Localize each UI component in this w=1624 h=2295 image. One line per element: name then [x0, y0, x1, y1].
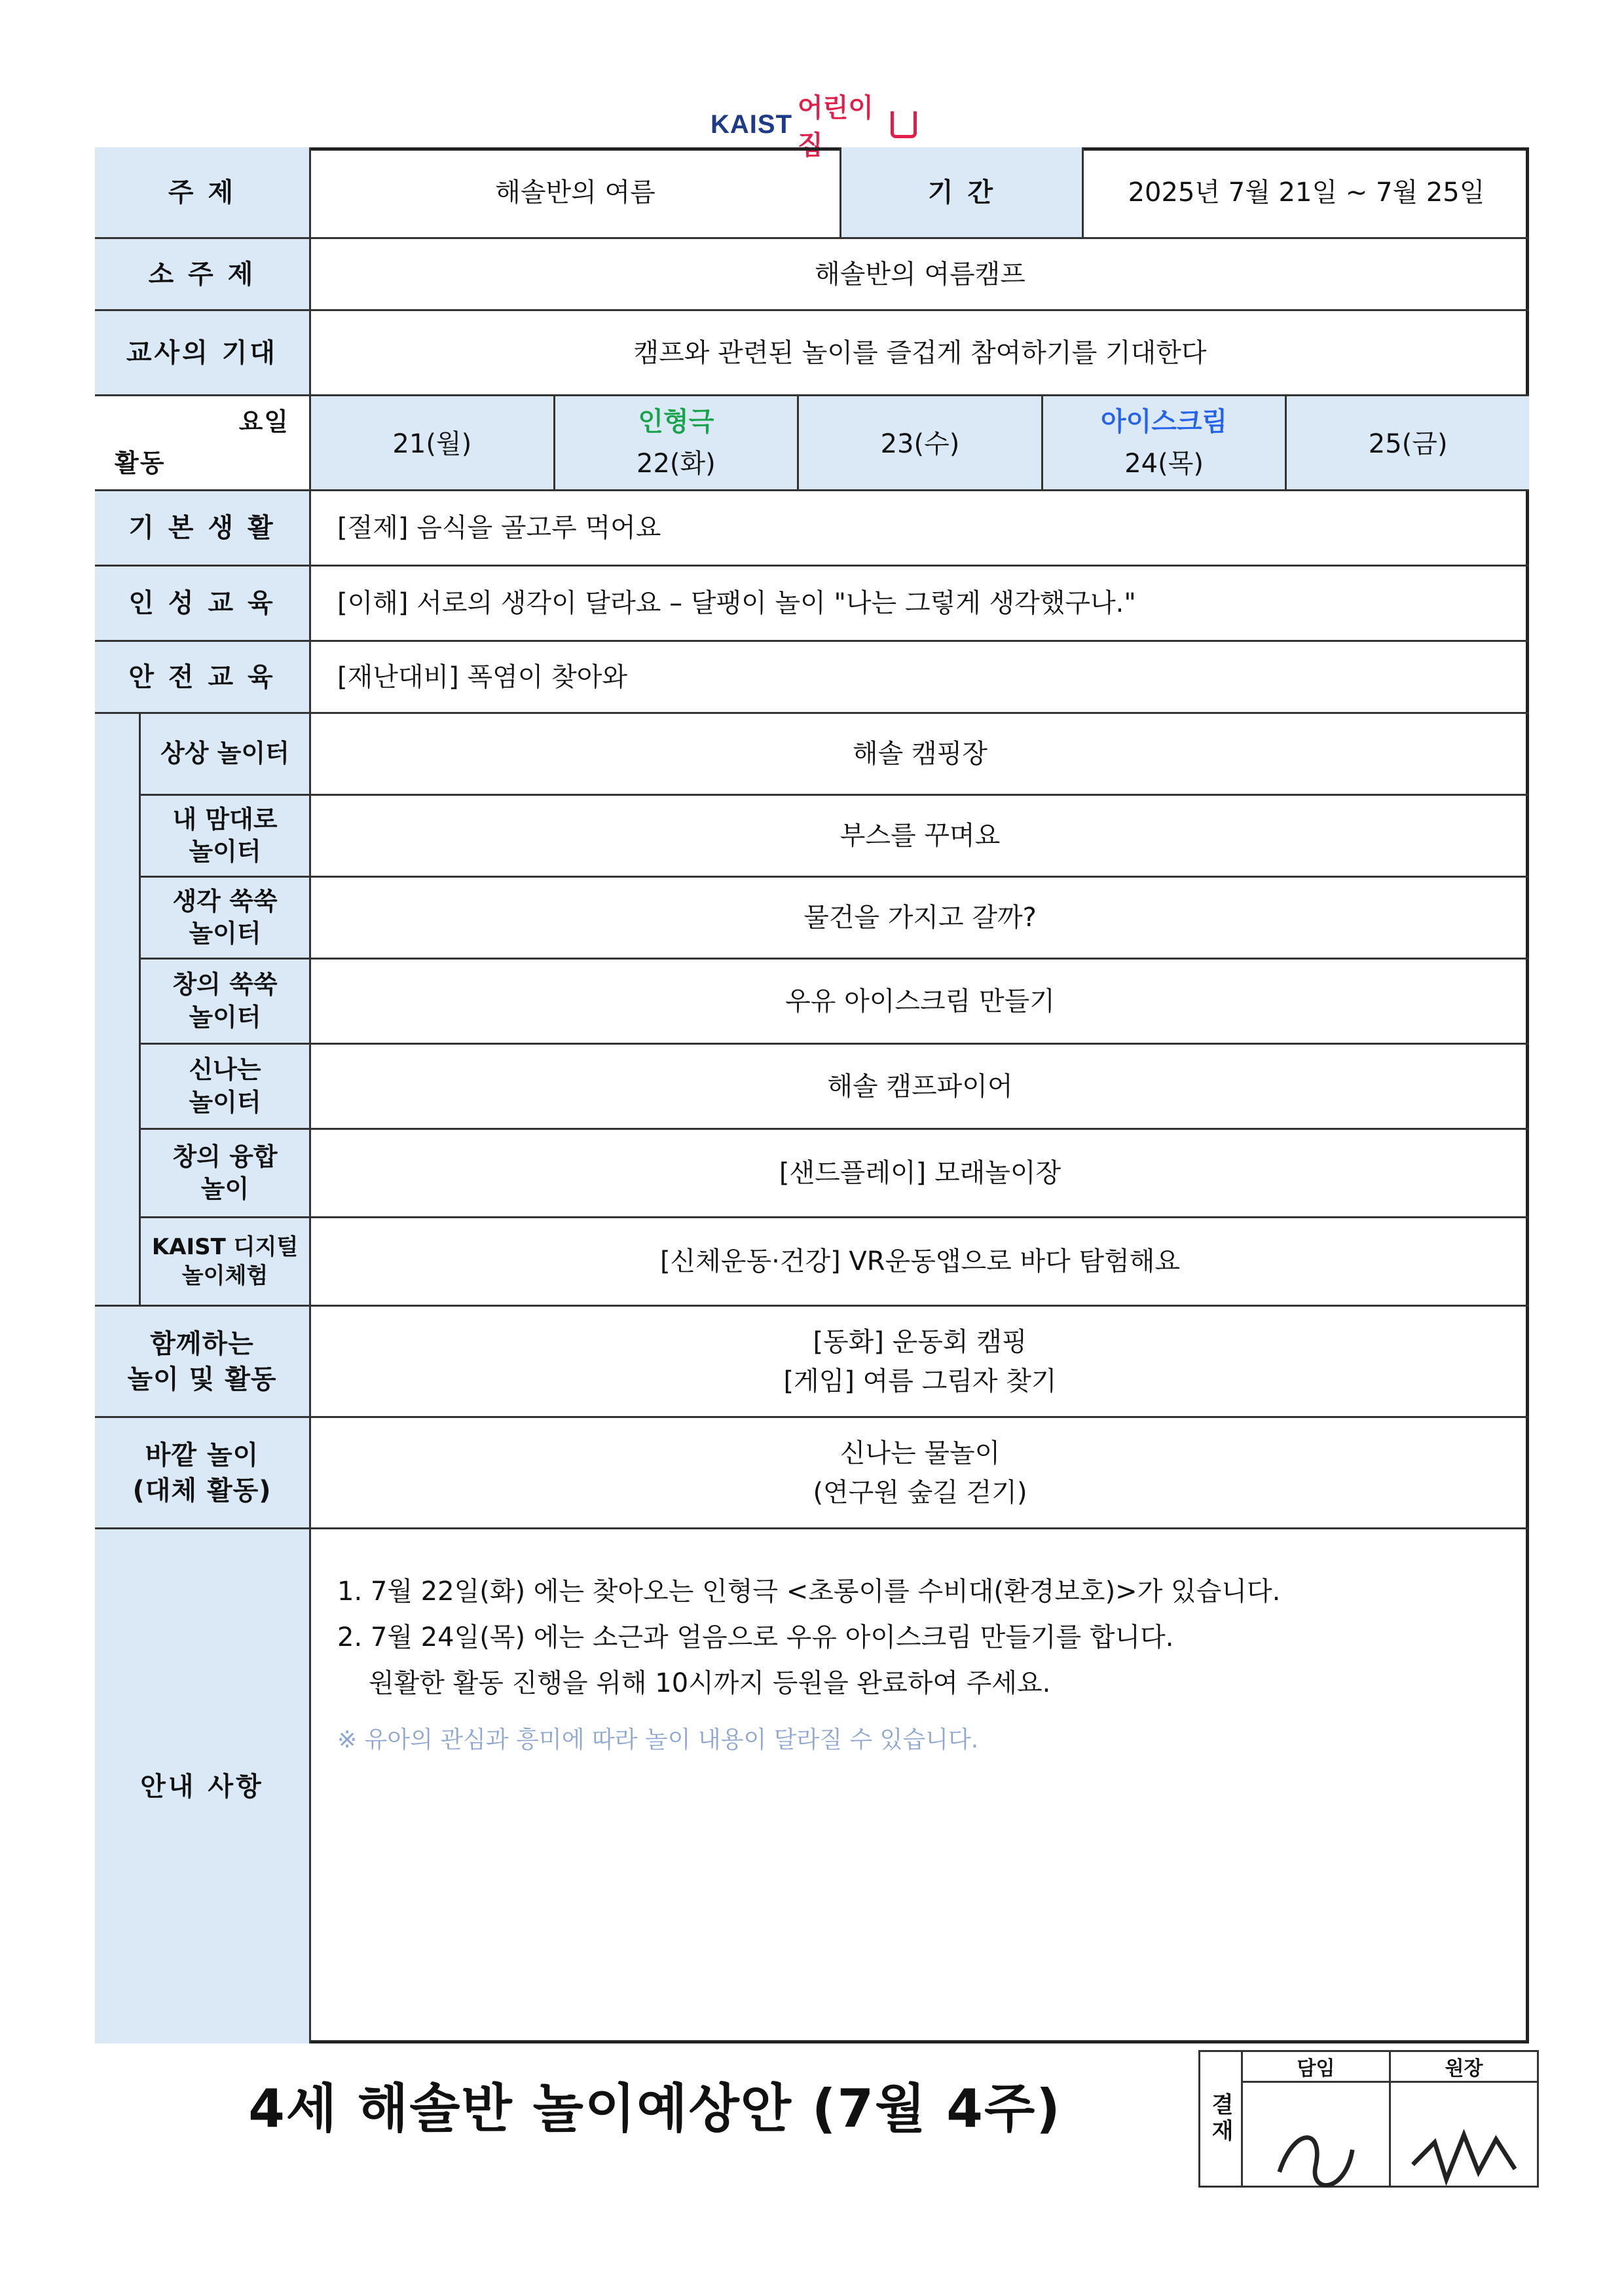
signature-teacher — [1243, 2083, 1389, 2231]
day-cell: 21(월) — [311, 396, 555, 489]
house-icon — [891, 111, 917, 138]
play-value: 해솔 캠프파이어 — [827, 1071, 1013, 1102]
logo-kaist-text: KAIST — [710, 109, 792, 139]
signature-director — [1391, 2083, 1537, 2231]
outdoor-row — [95, 1418, 1529, 1529]
corner-activity-label: 활동 — [115, 448, 166, 477]
play-row — [141, 1045, 1529, 1130]
together-line: [게임] 여름 그림자 찾기 — [783, 1366, 1057, 1396]
character-label: 인 성 교 육 — [95, 567, 311, 640]
subtheme-value: 해솔반의 여름캠프 — [815, 259, 1025, 289]
approval-box — [1198, 2050, 1539, 2188]
corner-day-label: 요일 — [238, 407, 289, 436]
character-value: [이해] 서로의 생각이 달라요 – 달팽이 놀이 "나는 그렇게 생각했구나." — [337, 588, 1136, 618]
notice-body — [311, 1529, 1529, 2043]
play-label: 창의 융합 놀이 — [141, 1130, 311, 1216]
approval-col-teacher — [1243, 2052, 1391, 2186]
play-plan-label — [95, 714, 141, 1305]
play-value: [신체운동·건강] VR운동앱으로 바다 탐험해요 — [659, 1246, 1181, 1277]
schedule-days — [311, 396, 1529, 489]
safety-label: 안 전 교 육 — [95, 642, 311, 712]
play-plan-group — [95, 714, 1529, 1307]
approval-col-header: 담임 — [1243, 2052, 1389, 2083]
notice-line: 1. 7월 22일(화) 에는 찾아오는 인형극 <초롱이를 수비대(환경보호)>가 있습니다. — [337, 1577, 1281, 1607]
play-row — [141, 878, 1529, 960]
day-cell: 25(금) — [1287, 396, 1529, 489]
day-cell: 아이스크림 24(목) — [1043, 396, 1287, 489]
subtheme-label: 소 주 제 — [95, 239, 311, 309]
together-row — [95, 1307, 1529, 1418]
play-label: 내 맘대로 놀이터 — [141, 796, 311, 876]
notice-row — [95, 1529, 1529, 2043]
outdoor-line: (연구원 숲길 걷기) — [813, 1477, 1027, 1508]
day-cell: 인형극 22(화) — [555, 396, 800, 489]
play-value: 해솔 캠핑장 — [853, 739, 987, 769]
outdoor-values — [311, 1418, 1529, 1527]
notice-line: 2. 7월 24일(목) 에는 소근과 얼음으로 우유 아이스크림 만들기를 합니다. — [337, 1622, 1174, 1652]
notice-note: ※ 유아의 관심과 흥미에 따라 놀이 내용이 달라질 수 있습니다. — [337, 1726, 979, 1753]
play-label: 창의 쑥쑥 놀이터 — [141, 960, 311, 1043]
approval-col-header: 원장 — [1391, 2052, 1537, 2083]
safety-row — [95, 642, 1529, 714]
play-label: 생각 쑥쑥 놀이터 — [141, 878, 311, 958]
day-cell: 23(수) — [799, 396, 1043, 489]
daily-life-value: [절제] 음식을 골고루 먹어요 — [337, 513, 661, 543]
daily-life-row — [95, 491, 1529, 567]
theme-row — [95, 147, 1529, 239]
page-title: 4세 해솔반 놀이예상안 (7월 4주) — [248, 2078, 1061, 2139]
play-row — [141, 1130, 1529, 1218]
period-label: 기 간 — [841, 147, 1084, 237]
safety-value: [재난대비] 폭염이 찾아와 — [337, 662, 628, 692]
approval-label: 결재 — [1200, 2052, 1243, 2186]
play-label: KAIST 디지털 놀이체험 — [141, 1218, 311, 1305]
play-row — [141, 1218, 1529, 1305]
intent-row — [95, 311, 1529, 396]
play-row — [141, 960, 1529, 1045]
together-line: [동화] 운동회 캠핑 — [813, 1326, 1027, 1357]
play-row — [141, 796, 1529, 878]
play-value: 우유 아이스크림 만들기 — [785, 986, 1055, 1017]
notice-label: 안내 사항 — [95, 1529, 311, 2043]
play-value: [샌드플레이] 모래놀이장 — [779, 1158, 1061, 1188]
together-values — [311, 1307, 1529, 1416]
play-plan-rows — [141, 714, 1529, 1305]
schedule-row — [95, 396, 1529, 491]
play-row — [141, 714, 1529, 796]
play-label: 상상 놀이터 — [141, 714, 311, 794]
outdoor-label: 바깥 놀이 (대체 활동) — [95, 1418, 311, 1527]
notice-line: 원활한 활동 진행을 위해 10시까지 등원을 완료하여 주세요. — [369, 1668, 1051, 1698]
together-label: 함께하는 놀이 및 활동 — [95, 1307, 311, 1416]
theme-label: 주 제 — [95, 147, 311, 237]
intent-label: 교사의 기대 — [95, 311, 311, 394]
kaist-logo — [710, 93, 917, 160]
approval-col-director — [1391, 2052, 1537, 2186]
character-row — [95, 567, 1529, 642]
play-label: 신나는 놀이터 — [141, 1045, 311, 1128]
period-value: 2025년 7월 21일 ~ 7월 25일 — [1128, 177, 1485, 208]
intent-value: 캠프와 관련된 놀이를 즐겁게 참여하기를 기대한다 — [633, 337, 1207, 368]
play-value: 물건을 가지고 갈까? — [803, 903, 1037, 933]
subtheme-row — [95, 239, 1529, 311]
logo-name-text: 어린이집 — [798, 93, 874, 160]
play-value: 부스를 꾸며요 — [840, 821, 1001, 851]
outdoor-line: 신나는 물놀이 — [840, 1438, 1001, 1468]
theme-value: 해솔반의 여름 — [311, 147, 841, 237]
daily-life-label: 기 본 생 활 — [95, 491, 311, 565]
schedule-corner — [95, 396, 311, 489]
